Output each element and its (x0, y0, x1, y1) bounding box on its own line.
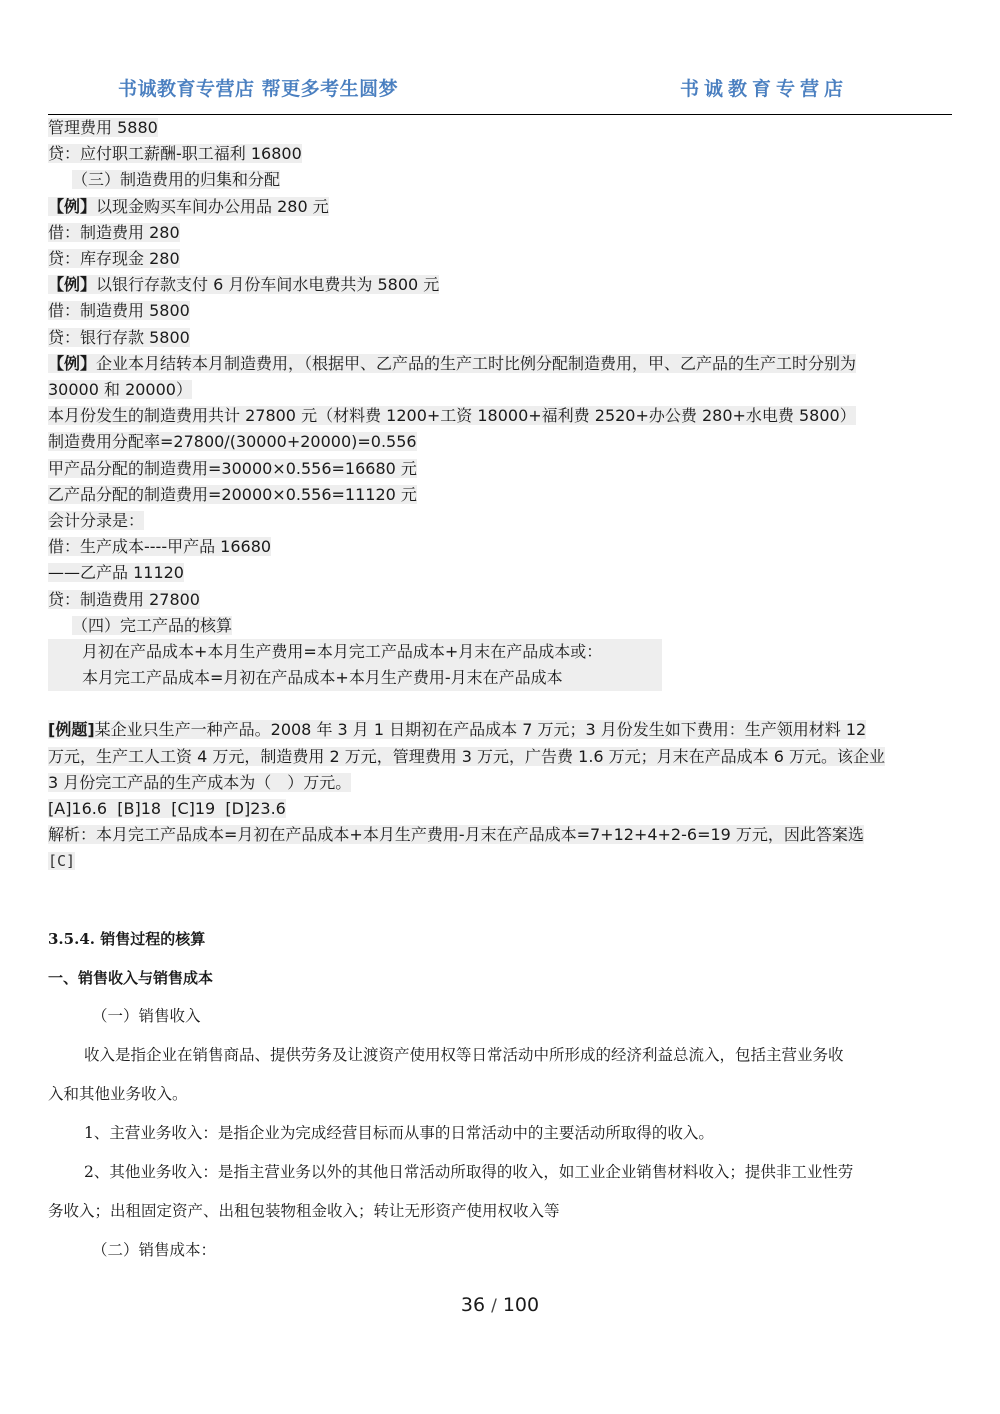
paragraph: （二）销售成本： (92, 1240, 217, 1259)
header-slogan: 书诚教育专营店 帮更多考生圆梦 (118, 78, 399, 100)
example-mark: 【例】 (48, 196, 97, 216)
total-pages: 100 (502, 1294, 540, 1316)
subsection-title: 一、销售收入与销售成本 (48, 968, 214, 987)
page-header (48, 70, 952, 115)
exercise-options: [A]16.6 [B]18 [C]19 [D]23.6 (48, 799, 286, 819)
text-line: 管理费用 5880 (48, 118, 158, 137)
text-line: 贷：银行存款 5800 (48, 327, 190, 347)
text-line: 30000 和 20000） (48, 380, 192, 400)
paragraph: （一）销售收入 (92, 1006, 201, 1025)
header-store-name: 书诚教育专营店 (679, 78, 848, 100)
document-body (48, 115, 952, 1270)
example-mark: 【例】 (48, 353, 97, 373)
exercise-question: 3 月份完工产品的生产成本为（ ）万元。 (48, 772, 352, 792)
text-line: 借：制造费用 5800 (48, 301, 190, 321)
text-line: 月初在产品成本+本月生产费用=本月完工产品成本+月末在产品成本或： (48, 639, 662, 665)
text-line: ——乙产品 11120 (48, 563, 184, 583)
paragraph: 收入是指企业在销售商品、提供劳务及让渡资产使用权等日常活动中所形成的经济利益总流入，包括主营业务收 (84, 1045, 844, 1064)
exercise-analysis: 解析：本月完工产品成本=月初在产品成本+本月生产费用-月末在产品成本=7+12+4+2-6=19 万元，因此答案选 (48, 825, 864, 845)
paragraph: 务收入；出租固定资产、出租包装物租金收入；转让无形资产使用权收入等 (48, 1201, 560, 1220)
exercise-answer: [C] (48, 852, 76, 871)
example-line: 【例】以银行存款支付 6 月份车间水电费共为 5800 元 (48, 275, 440, 295)
text-line: 贷：库存现金 280 (48, 249, 180, 269)
exercise-question: 万元，生产工人工资 4 万元，制造费用 2 万元，管理费用 3 万元，广告费 1.6 万元；月末在产品成本 6 万元。该企业 (48, 746, 886, 766)
example-line: 【例】企业本月结转本月制造费用，（根据甲、乙产品的生产工时比例分配制造费用，甲、乙产品的生产工时分别为 (48, 353, 857, 373)
text-line: 本月份发生的制造费用共计 27800 元（材料费 1200+工资 18000+福利费 2520+办公费 280+水电费 5800） (48, 406, 856, 426)
section-heading: 3.5.4. 销售过程的核算 (48, 929, 206, 948)
paragraph: 2、其他业务收入：是指主营业务以外的其他日常活动所取得的收入，如工业企业销售材料收入；提供非工业性劳 (84, 1162, 854, 1181)
text-line: 贷：应付职工薪酬-职工福利 16800 (48, 144, 302, 164)
exercise-question: [例题]某企业只生产一种产品。2008 年 3 月 1 日期初在产品成本 7 万元；3 月份发生如下费用：生产领用材料 12 (48, 720, 867, 740)
paragraph: 入和其他业务收入。 (48, 1084, 188, 1103)
text-line: 贷：制造费用 27800 (48, 589, 200, 609)
page-separator: / (491, 1296, 497, 1316)
text-line: 借：制造费用 280 (48, 222, 180, 242)
page-number (0, 1294, 1000, 1316)
text-line: 制造费用分配率=27800/(30000+20000)=0.556 (48, 432, 417, 452)
exercise-mark: [例题] (48, 720, 95, 740)
subsection-heading: （四）完工产品的核算 (72, 615, 233, 635)
text-line: 乙产品分配的制造费用=20000×0.556=11120 元 (48, 484, 417, 504)
text-line: 甲产品分配的制造费用=30000×0.556=16680 元 (48, 458, 417, 478)
text-line: 本月完工产品成本=月初在产品成本+本月生产费用-月末在产品成本 (48, 665, 662, 691)
example-line: 【例】以现金购买车间办公用品 280 元 (48, 196, 329, 216)
text-line: 会计分录是： (48, 511, 145, 531)
example-mark: 【例】 (48, 275, 97, 295)
text-line: 借：生产成本----甲产品 16680 (48, 537, 272, 557)
current-page: 36 (460, 1294, 486, 1316)
subsection-heading: （三）制造费用的归集和分配 (72, 170, 281, 190)
paragraph: 1、主营业务收入：是指企业为完成经营目标而从事的日常活动中的主要活动所取得的收入。 (84, 1123, 714, 1142)
